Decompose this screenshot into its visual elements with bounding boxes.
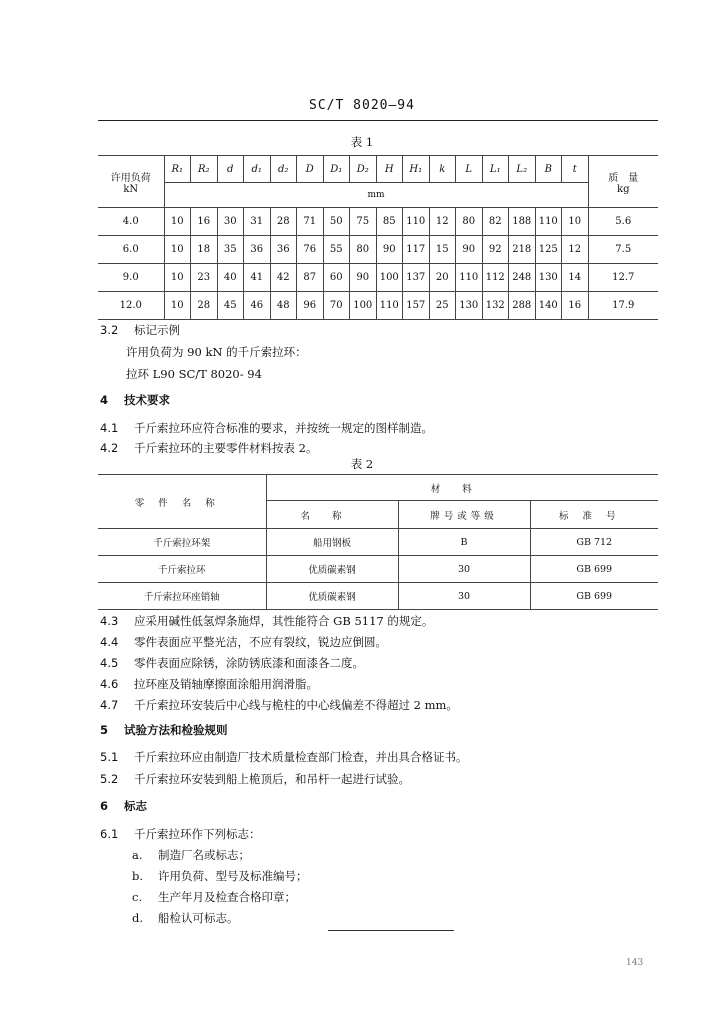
material-name-header: 名称 xyxy=(266,501,398,529)
standard-header: SC/T 8020—94 xyxy=(309,98,415,113)
sym-cell: L₂ xyxy=(509,156,536,183)
clause-4-6: 4.6 拉环座及销轴摩擦面涂船用润滑脂。 xyxy=(100,677,318,691)
mass-header: 质 量 kg xyxy=(588,156,658,208)
list-item: c. 生产年月及检查合格印章； xyxy=(132,890,296,904)
sym-cell: L₁ xyxy=(482,156,509,183)
header-rule xyxy=(98,120,658,121)
clause-5-2: 5.2 千斤索拉环安装到船上桅顶后，和吊杆一起进行试验。 xyxy=(100,772,410,786)
sym-cell: D₁ xyxy=(323,156,350,183)
end-rule xyxy=(328,930,454,931)
table-row: 6.0 10 18 35 36 36 76 55 80 90 117 15 90 92 218 125 12 7.5 xyxy=(98,236,658,264)
table-row: 4.0 10 16 30 31 28 71 50 75 85 110 12 80 82 188 110 10 5.6 xyxy=(98,208,658,236)
table1 xyxy=(98,155,658,320)
table2-caption: 表 2 xyxy=(350,457,374,471)
section-4-heading: 4 技术要求 xyxy=(100,393,170,407)
clause-4-7: 4.7 千斤索拉环安装后中心线与桅柱的中心线偏差不得超过 2 mm。 xyxy=(100,698,458,712)
clause-4-3: 4.3 应采用碱性低氢焊条施焊，其性能符合 GB 5117 的规定。 xyxy=(100,614,434,628)
section-5-heading: 5 试验方法和检验规则 xyxy=(100,723,228,737)
grade-header: 牌号或等级 xyxy=(398,501,530,529)
clause-5-1: 5.1 千斤索拉环应由制造厂技术质量检查部门检查，并出具合格证书。 xyxy=(100,750,468,764)
sym-cell: d₁ xyxy=(244,156,271,183)
sym-cell: D xyxy=(297,156,324,183)
standard-header: 标准号 xyxy=(530,501,658,529)
list-item: a. 制造厂名或标志； xyxy=(132,848,250,862)
marking-example-line2: 拉环 L90 SC/T 8020- 94 xyxy=(126,367,262,381)
sym-cell: R₁ xyxy=(164,156,191,183)
sym-cell: d xyxy=(217,156,244,183)
part-name-header: 零件名称 xyxy=(98,475,266,529)
clause-4-2: 4.2 千斤索拉环的主要零件材料按表 2。 xyxy=(100,441,318,455)
table-row: 12.0 10 28 45 46 48 96 70 100 110 157 25 130 132 288 140 16 17.9 xyxy=(98,292,658,320)
section-6-heading: 6 标志 xyxy=(100,799,147,813)
table-row: 千斤索拉环 优质碳素钢 30 GB 699 xyxy=(98,556,658,583)
table2 xyxy=(98,474,658,610)
clause-6-1: 6.1 千斤索拉环作下列标志： xyxy=(100,827,261,841)
clause-4-5: 4.5 零件表面应除锈，涂防锈底漆和面漆各二度。 xyxy=(100,656,364,670)
sym-cell: D₂ xyxy=(350,156,377,183)
marking-example-line1: 许用负荷为 90 kN 的千斤索拉环： xyxy=(126,345,307,359)
clause-4-1: 4.1 千斤索拉环应符合标准的要求，并按统一规定的图样制造。 xyxy=(100,421,433,435)
material-header: 材料 xyxy=(266,475,658,501)
sym-cell: R₂ xyxy=(191,156,218,183)
clause-3-2: 3.2 标记示例 xyxy=(100,323,180,337)
list-item: d. 船检认可标志。 xyxy=(132,911,239,925)
table1-caption: 表 1 xyxy=(350,135,374,149)
page-number: 143 xyxy=(626,958,644,968)
table-row: 千斤索拉环架 船用钢板 B GB 712 xyxy=(98,529,658,556)
sym-cell: L xyxy=(456,156,483,183)
sym-cell: H xyxy=(376,156,403,183)
sym-cell: k xyxy=(429,156,456,183)
sym-cell: d₂ xyxy=(270,156,297,183)
sym-cell: H₁ xyxy=(403,156,430,183)
load-header: 许用负荷 kN xyxy=(98,156,164,208)
sym-cell: t xyxy=(562,156,589,183)
unit-mm: mm xyxy=(164,183,588,208)
clause-4-4: 4.4 零件表面应平整光洁，不应有裂纹，锐边应倒圆。 xyxy=(100,635,387,649)
table-row: 9.0 10 23 40 41 42 87 60 90 100 137 20 110 112 248 130 14 12.7 xyxy=(98,264,658,292)
sym-cell: B xyxy=(535,156,562,183)
table-row: 千斤索拉环座销轴 优质碳素钢 30 GB 699 xyxy=(98,583,658,610)
list-item: b. 许用负荷、型号及标准编号； xyxy=(132,869,308,883)
